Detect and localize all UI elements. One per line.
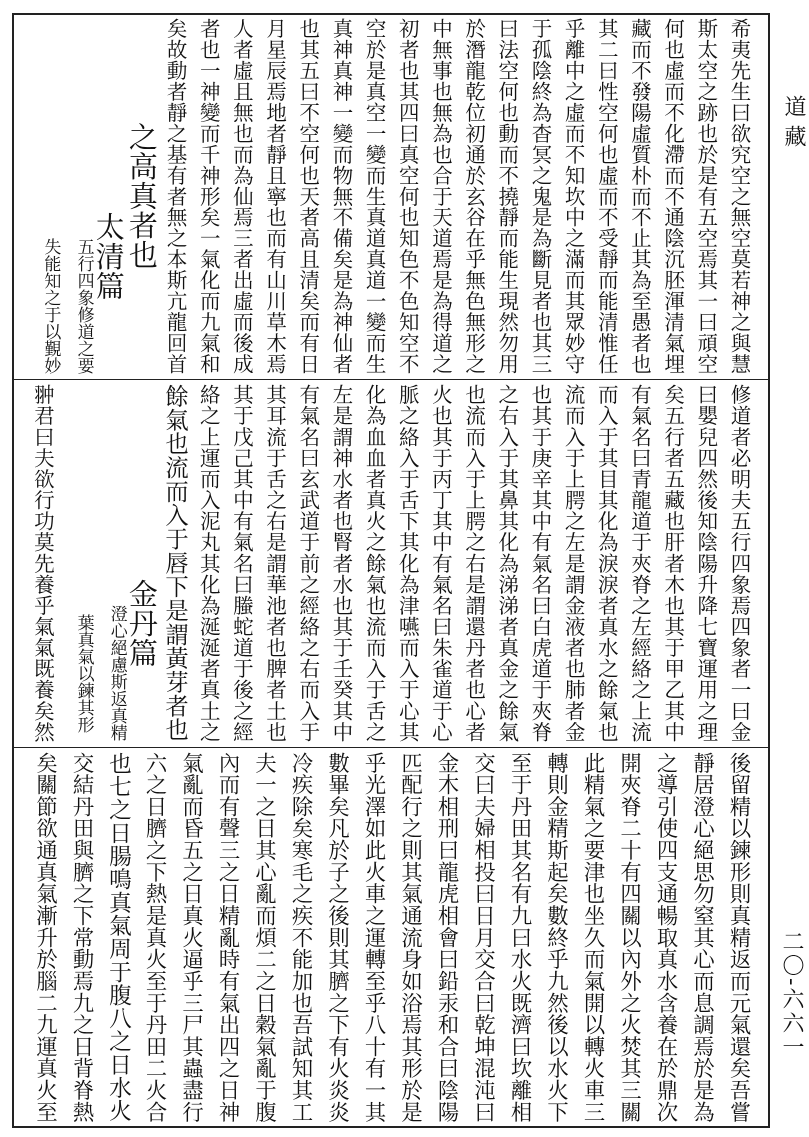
text-column: 餘氣也流而入于唇下是謂黃芽者也 [161,384,190,742]
text-column: 也其于庚辛其中有氣名曰白虎道于夾脊 [527,383,552,743]
text-column: 何也虛而不化滯而不通陰沉胚渾清氣埋 [660,17,685,375]
section-subtitle: 五行四象修道之要 [73,238,94,374]
text-column: 之高真者也 [124,122,159,270]
section-title: 太清篇 [91,211,126,301]
text-column: 金木相刑曰龍虎相會曰鉛汞和合曰陰陽 [434,752,459,1123]
text-column: 內而有聲三之日精亂時有氣出四之日神 [215,752,240,1123]
text-column: 而入于其目其化為淚淚者真水之餘氣也 [594,383,619,743]
text-column: 後留精以鍊形則真精返而元氣還矣吾嘗 [726,752,751,1123]
text-column: 於潛龍乾位初通於玄谷在乎無色無形之 [461,17,486,375]
text-column: 乎離中之虛而不知坎中之滿而其眾妙守 [561,17,586,375]
text-column: 乎光澤如此火車之運轉至乎八十有一其 [361,752,386,1123]
section-subtitle: 澄心絕慮斯返真精 [106,605,127,741]
text-column: 有氣名曰青龍道于夾脊之左經絡之上流 [627,383,652,743]
text-column: 曰嬰兒四然後知陰陽升降七寶運用之理 [693,383,718,743]
text-column: 交結丹田與臍之下常動焉九之日背脊熱 [69,752,94,1123]
text-columns [26,381,756,745]
section-subtitle: 失能知之于以覲妙 [40,238,61,374]
text-column: 流而入于上腭之左是謂金液者也肺者金 [561,383,586,743]
text-column: 六之日臍之下熱是真火至于丹田二火合 [142,752,167,1123]
text-column: 矣五行者五藏也肝者木也其于甲乙其中 [660,383,685,743]
text-column: 絡之上運而入泥丸其化為涎涎者真土之 [196,383,221,743]
text-column: 希夷先生曰欲究空之無空莫若神之與慧 [727,17,751,375]
text-column: 此精氣之要津也坐久而氣開以轉火車三 [580,752,605,1123]
text-column: 斯太空之跡也於是有五空焉其一曰頑空 [693,17,718,375]
text-column: 其于戊己其中有氣名曰螣蛇道于後之經 [229,383,254,743]
text-panel-top [12,15,770,377]
section-subtitle: 葉真氣以鍊其形 [73,613,94,733]
text-column: 至于丹田其名有九曰水火既濟曰坎離相 [507,752,532,1123]
text-column: 之導引使四支通暢取真水含養在於鼎次 [653,752,678,1123]
text-column: 真神真神一變而物無不備矣是為神仙者 [328,17,353,375]
text-column: 矣故動者靜之基有者無之本斯亢龍回首 [163,17,188,375]
text-columns [26,15,756,377]
text-column: 藏而不發陽虛質朴而不止其為至愚者也 [627,17,652,375]
text-column: 矣關節欲通真氣漸升於腦二九運真火至 [32,752,58,1123]
text-column: 空於是真空一變而生真道真道一變而生 [362,17,387,375]
text-column: 氣亂而昏五之日真火逼乎三尸其蟲盡行 [178,752,204,1123]
text-column: 月星辰焉地者靜且寧也而有山川草木焉 [262,17,287,375]
text-column: 夫一之日其心亂而煩二之日穀氣亂于腹 [251,752,277,1123]
text-column: 交曰夫婦相投曰日月交合曰乾坤混沌曰 [470,752,496,1123]
text-column: 開夾脊二十有四關以內外之火焚其三關 [616,752,642,1123]
text-column: 中無事也無為也合于天道焉是為得道之 [428,17,453,375]
text-panel-bottom [12,749,770,1126]
text-column: 修道者必明夫五行四象焉四象者一曰金 [727,383,751,743]
text-column: 靜居澄心絕思勿窒其心而息調焉於是為 [689,752,715,1123]
text-column: 匹配行之則其氣通流身如浴焉其形於是 [397,752,423,1123]
text-column: 初者也其四曰真空何也知色不色知空不 [395,17,420,375]
page-number: 二〇-六六一 [779,930,804,1060]
text-column: 其二曰性空何也虛而不受靜而能清惟任 [594,17,619,375]
text-column: 脈之絡入于舌下其化為津嚥而入于心其 [395,383,420,743]
section-title: 金丹篇 [124,578,159,668]
text-columns [26,749,756,1126]
text-column: 數畢矣凡於子之後則其臍之下有火炎炎 [324,752,350,1123]
text-column: 人者虛且無也而為仙焉三者出虛而後成 [229,17,254,375]
text-column: 化為血血者真火之餘氣也流而入于舌之 [362,383,387,743]
text-column: 冷疾除矣寒毛之疾不能加也吾試知其工 [288,752,313,1123]
text-column: 翀君曰夫欲行功莫先養乎氣氣既養矣然 [30,383,55,743]
text-column: 轉則金精斯起矣數終乎九然後以水火下 [543,752,569,1123]
text-column: 者也一神變而千神形矣一氣化而九氣和 [196,17,221,375]
text-column: 于孤陰終為杳冥之鬼是為斷見者也其三 [527,17,552,375]
text-column: 之右入于其鼻其化為涕涕者真金之餘氣 [494,383,519,743]
text-column: 左是謂神水者也腎者水也其于壬癸其中 [328,383,353,743]
text-panel-middle [12,381,770,745]
text-column: 曰法空何也動而不撓靜而能生現然勿用 [494,17,519,375]
collection-label: 道藏 [781,95,806,155]
text-column: 也其五曰不空何也天者高且清矣而有日 [295,17,320,375]
text-column: 有氣名曰玄武道于前之經絡之右而入于 [295,383,320,743]
text-column: 其耳流于舌之右是謂華池者也脾者土也 [262,383,287,743]
text-column: 也七之日腸鳴真氣周于腹八之日水火 [105,752,132,1123]
text-column: 火也其于丙丁其中有氣名曰朱雀道于心 [428,383,453,743]
text-column: 也流而入于上腭之右是謂還丹者也心者 [461,383,486,743]
